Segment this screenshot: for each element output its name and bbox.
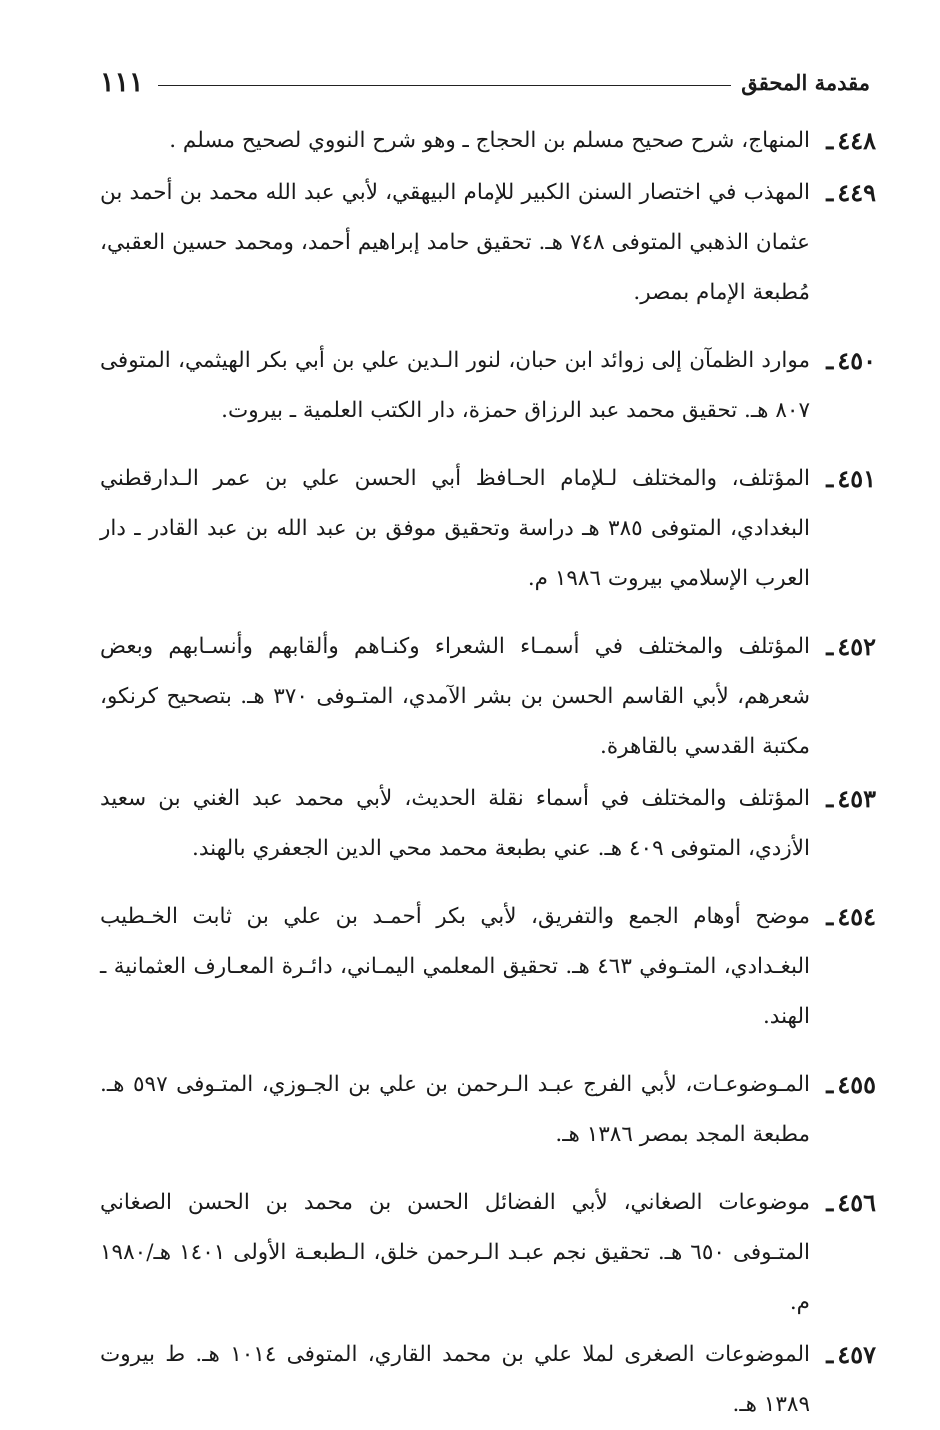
bibliography-entry (100, 1060, 876, 1160)
bibliography-entry (100, 454, 876, 604)
entry-text: المؤتلف والمختلف في أسمـاء الشعراء وكنـاهم وألقابهم وأنسـابهم وبعض شعرهم، لأبي القاسم الحسن بن بشر الآمدي، المتـوفى ٣٧٠ هـ. بتصحيح كرنكو، مكتبة القدسي بالقاهرة. (100, 634, 810, 759)
book-page (100, 60, 876, 1417)
entry-text: موارد الظمآن إلى زوائد ابن حبان، لنور الـدين علي بن أبي بكر الهيثمي، المتوفى ٨٠٧ هـ. تحقيق محمد عبد الرزاق حمزة، دار الكتب العلمية ـ بيروت. (100, 348, 810, 423)
bibliography-entry (100, 622, 876, 772)
header-rule (158, 85, 732, 86)
entry-text: الموضوعات الصغرى لملا علي بن محمد القاري، المتوفى ١٠١٤ هـ. ط بيروت ١٣٨٩ هـ. (100, 1342, 810, 1417)
bibliography-entry (100, 892, 876, 1042)
bibliography-entry (100, 1330, 876, 1430)
entry-number: ٤٥٤ـ (826, 902, 876, 931)
entry-text: المؤتلف والمختلف في أسماء نقلة الحديث، لأبي محمد عبد الغني بن سعيد الأزدي، المتوفى ٤٠٩ هـ. عني بطبعة محمد محي الدين الجعفري بالهند. (100, 786, 810, 861)
entry-text: المنهاج، شرح صحيح مسلم بن الحجاج ـ وهو شرح النووي لصحيح مسلم . (169, 128, 810, 153)
entry-number: ٤٤٩ـ (826, 178, 876, 207)
entry-number: ٤٥١ـ (826, 464, 876, 493)
bibliography-list (100, 116, 876, 1430)
running-header (100, 60, 870, 104)
entry-text: موضوعات الصغاني، لأبي الفضائل الحسن بن محمد بن الحسن الصغاني المتـوفى ٦٥٠ هـ. تحقيق نجم عبـد الـرحمن خلق، الـطبعـة الأولى ١٤٠١ هـ/١٩٨٠ م. (100, 1190, 810, 1315)
chapter-title: مقدمة المحقق (741, 69, 870, 95)
bibliography-entry (100, 168, 876, 318)
entry-text: المـوضوعـات، لأبي الفرج عبـد الـرحمن بن علي بن الجـوزي، المتـوفى ٥٩٧ هـ. مطبعة المجد بمصر ١٣٨٦ هـ. (100, 1072, 810, 1147)
bibliography-entry (100, 774, 876, 874)
bibliography-entry (100, 116, 876, 166)
entry-number: ٤٤٨ـ (826, 126, 876, 155)
entry-number: ٤٥٦ـ (826, 1188, 876, 1217)
entry-text: المؤتلف، والمختلف لـلإمام الحـافظ أبي الحسن علي بن عمر الـدارقطني البغدادي، المتوفى ٣٨٥ هـ دراسة وتحقيق موفق بن عبد الله بن عبد القادر ـ دار العرب الإسلامي بيروت ١٩٨٦ م. (100, 466, 810, 591)
entry-number: ٤٥٥ـ (826, 1070, 876, 1099)
entry-number: ٤٥٣ـ (826, 784, 876, 813)
entry-text: المهذب في اختصار السنن الكبير للإمام البيهقي، لأبي عبد الله محمد بن أحمد بن عثمان الذهبي المتوفى ٧٤٨ هـ. تحقيق حامد إبراهيم أحمد، ومحمد حسين العقبي، مُطبعة الإمام بمصر. (100, 180, 810, 305)
entry-number: ٤٥٢ـ (826, 632, 876, 661)
bibliography-entry (100, 1178, 876, 1328)
entry-number: ٤٥٠ـ (826, 346, 876, 375)
entry-text: موضح أوهام الجمع والتفريق، لأبي بكر أحمـد بن علي بن ثابت الخـطيب البغـدادي، المتـوفي ٤٦٣ هـ. تحقيق المعلمي اليمـاني، دائـرة المعـارف العثمانية ـ الهند. (100, 904, 811, 1029)
entry-number: ٤٥٧ـ (826, 1340, 876, 1369)
bibliography-entry (100, 336, 876, 436)
page-number: ١١١ (100, 66, 144, 98)
